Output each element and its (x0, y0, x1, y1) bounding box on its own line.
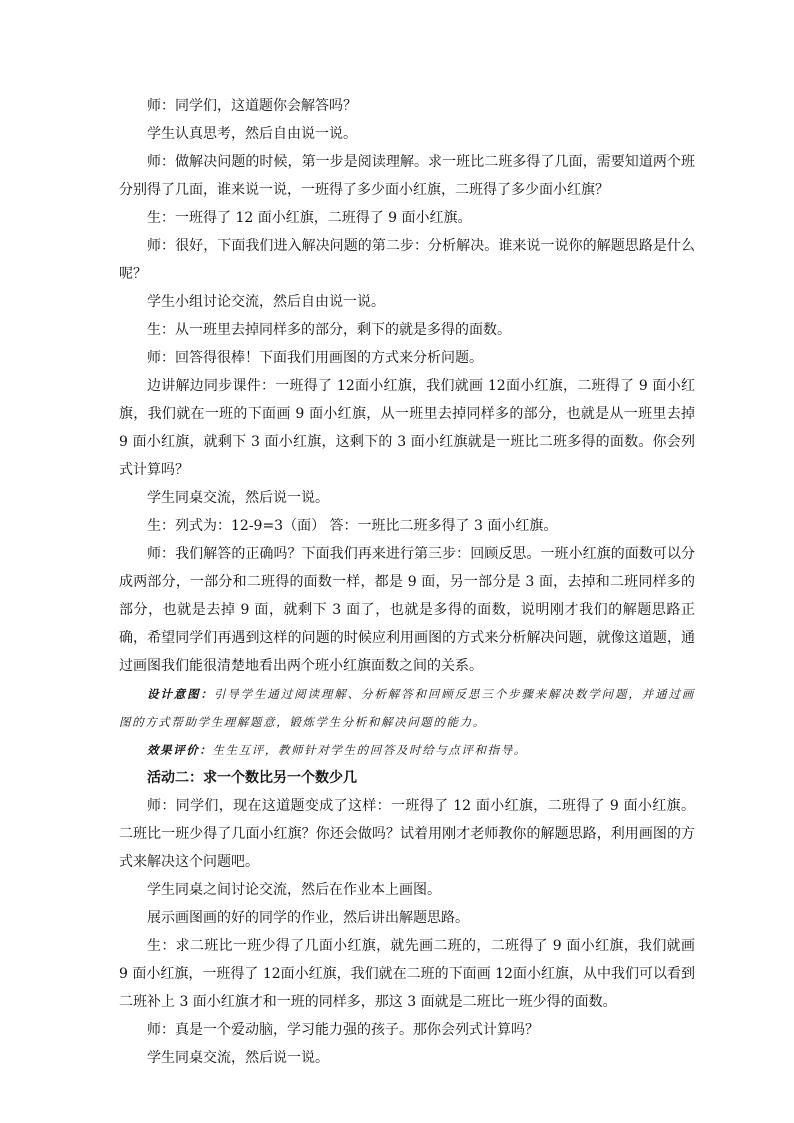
design-intent-text: 引导学生通过阅读理解、分析解答和回顾反思三个步骤来解决数学问题，并通过画图的方式帮助学生理解题意，锻炼学生分析和解决问题的能力。 (119, 687, 695, 729)
effect-evaluation-note (119, 736, 695, 764)
effect-evaluation-label: 效果评价： (147, 743, 213, 757)
activity-heading: 活动二：求一个数比另一个数少几 (147, 770, 357, 786)
paragraph: 学生同桌交流，然后说一说。 (147, 490, 329, 506)
effect-evaluation-text: 生生互评，教师针对学生的回答及时给与点评和指导。 (212, 743, 527, 757)
paragraph: 学生同桌交流，然后说一说。 (147, 1050, 329, 1066)
document-page (119, 92, 695, 1072)
paragraph: 师：同学们，现在这道题变成了这样：一班得了 12 面小红旗，二班得了 9 面小红旗。二班比一班少得了几面小红旗？你还会做吗？试着用刚才老师教你的解题思路，利用画图的方式来解决这个问题吧。 (119, 798, 695, 870)
paragraph: 师：真是一个爱动脑，学习能力强的孩子。那你会列式计算吗？ (147, 1022, 539, 1038)
paragraph: 师：很好，下面我们进入解决问题的第二步：分析解决。谁来说一说你的解题思路是什么呢？ (119, 238, 695, 282)
paragraph: 生：求二班比一班少得了几面小红旗，就先画二班的，二班得了 9 面小红旗，我们就画 9 面小红旗，一班得了 12面小红旗，我们就在二班的下面画 12面小红旗，从中我们可以看到二班补上 3 面小红旗才和一班的同样多，那这 3 面就是二班比一班少得的面数。 (119, 938, 695, 1010)
paragraph: 师：做解决问题的时候，第一步是阅读理解。求一班比二班多得了几面，需要知道两个班分别得了几面，谁来说一说，一班得了多少面小红旗，二班得了多少面小红旗？ (119, 154, 695, 198)
design-intent-label: 设计意图： (147, 687, 214, 701)
paragraph: 师：我们解答的正确吗？下面我们再来进行第三步：回顾反思。一班小红旗的面数可以分成两部分，一部分和二班得的面数一样，都是 9 面，另一部分是 3 面，去掉和二班同样多的部分，也就是去掉 9 面，就剩下 3 面了，也就是多得的面数，说明刚才我们的解题思路正确，希望同学们再遇到这样的问题的时候应利用画图的方式来分析解决问题，就像这道题，通过画图我们能很清楚地看出两个班小红旗面数之间的关系。 (119, 546, 695, 674)
paragraph: 学生小组讨论交流，然后自由说一说。 (147, 294, 385, 310)
paragraph: 展示画图画的好的同学的作业，然后讲出解题思路。 (147, 910, 469, 926)
paragraph: 师：回答得很棒！下面我们用画图的方式来分析问题。 (147, 350, 483, 366)
paragraph: 学生认真思考，然后自由说一说。 (147, 126, 357, 142)
paragraph: 学生同桌之间讨论交流，然后在作业本上画图。 (147, 882, 441, 898)
paragraph: 生：一班得了 12 面小红旗，二班得了 9 面小红旗。 (147, 210, 472, 226)
paragraph: 生：列式为：12-9=3（面） 答：一班比二班多得了 3 面小红旗。 (147, 518, 558, 534)
design-intent-note (119, 680, 695, 736)
paragraph: 师：同学们，这道题你会解答吗？ (147, 98, 357, 114)
paragraph: 生：从一班里去掉同样多的部分，剩下的就是多得的面数。 (147, 322, 511, 338)
paragraph: 边讲解边同步课件：一班得了 12面小红旗，我们就画 12面小红旗，二班得了 9 面小红旗，我们就在一班的下面画 9 面小红旗，从一班里去掉同样多的部分，也就是从一班里去掉 9 面小红旗，就剩下 3 面小红旗，这剩下的 3 面小红旗就是一班比二班多得的面数。你会列式计算吗？ (119, 378, 695, 478)
